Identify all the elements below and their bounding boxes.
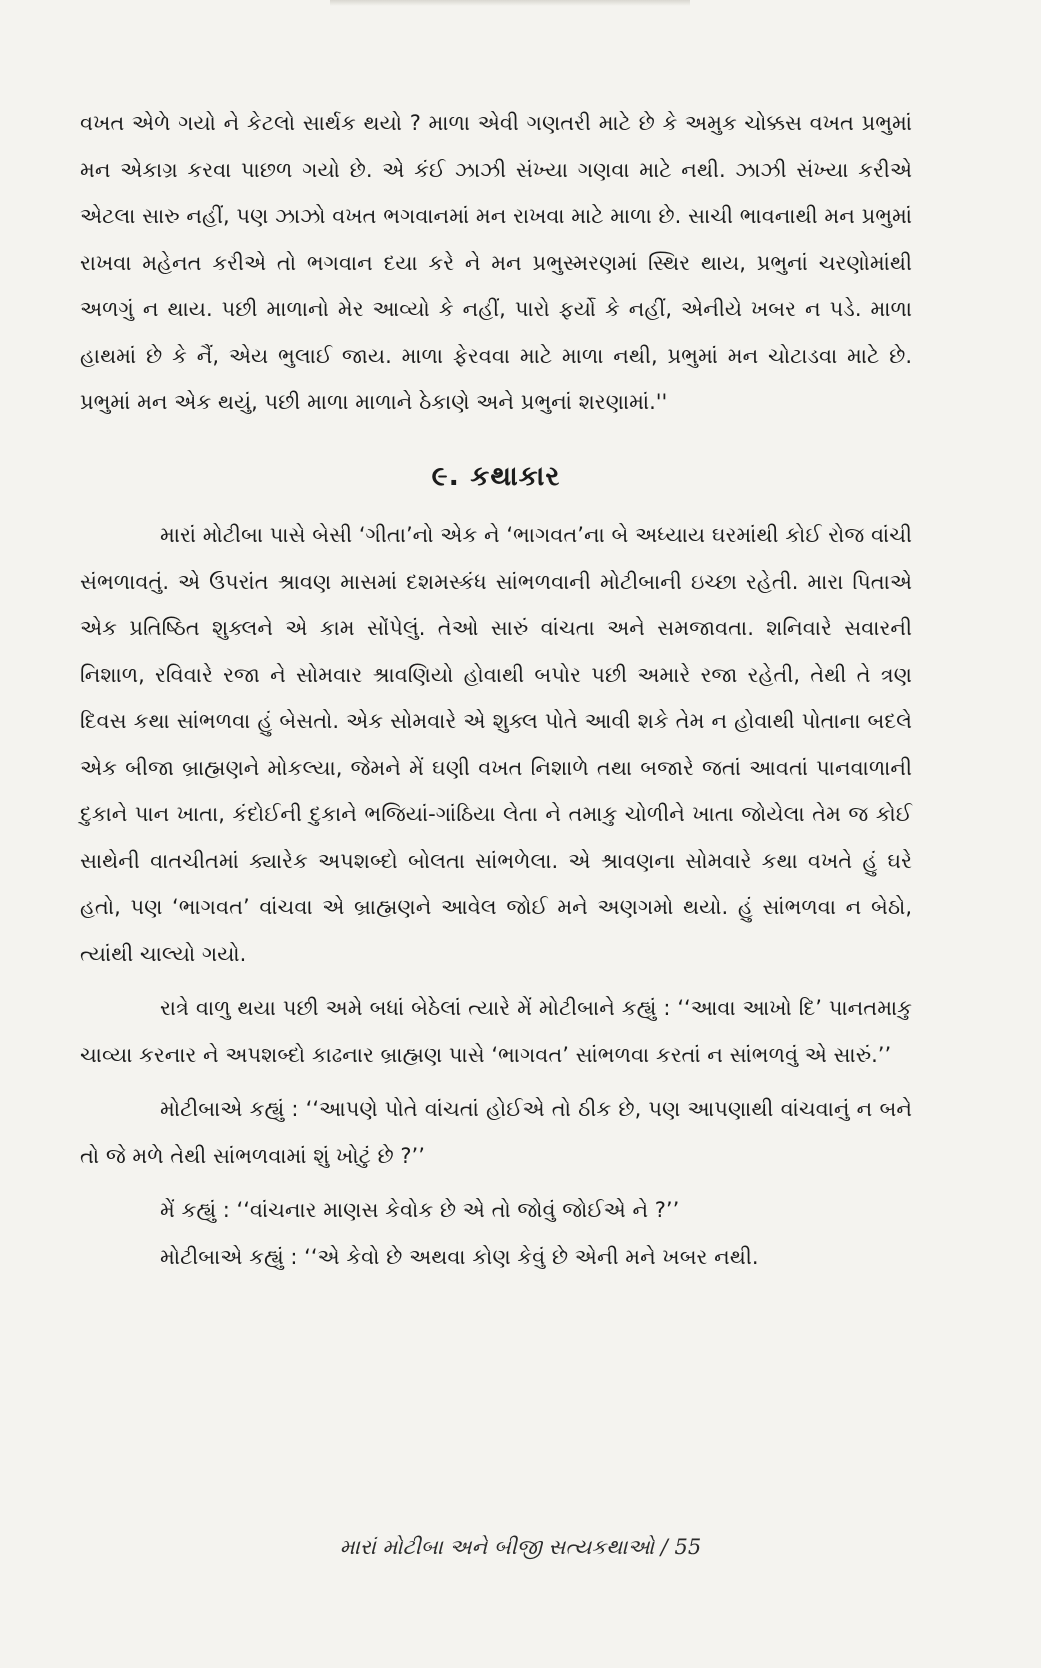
paragraph-4: મોટીબાએ કહ્યું : ‘‘આપણે પોતે વાંચતાં હોઈએ તો ઠીક છે, પણ આપણાથી વાંચવાનું ન બને તો જે મળે તેથી સાંભળવામાં શું ખોટું છે ?’’ bbox=[80, 1097, 912, 1168]
paragraph-6: મોટીબાએ કહ્યું : ‘‘એ કેવો છે અથવા કોણ કેવું છે એની મને ખબર નથી. bbox=[160, 1244, 759, 1269]
paragraph-5: મેં કહ્યું : ‘‘વાંચનાર માણસ કેવોક છે એ તો જોવું જોઈએ ને ?’’ bbox=[160, 1198, 680, 1222]
paragraph-3: રાત્રે વાળુ થયા પછી અમે બધાં બેઠેલાં ત્યારે મેં મોટીબાને કહ્યું : ‘‘આવા આખો દિ’ પાનતમાકુ ચાવ્યા કરનાર ને અપશબ્દો કાઢનાર બ્રાહ્મણ પાસે ‘ભાગવત’ સાંભળવા કરતાં ન સાંભળવું એ સારું.’’ bbox=[80, 996, 912, 1067]
paragraph-1: વખત એળે ગયો ને કેટલો સાર્થક થયો ? માળા એવી ગણતરી માટે છે કે અમુક ચોક્કસ વખત પ્રભુમાં મન એકાગ્ર કરવા પાછળ ગયો છે. એ કંઈ ઝાઝી સંખ્યા ગણવા માટે નથી. ઝાઝી સંખ્યા કરીએ એટલા સારુ નહીં, પણ ઝાઝો વખત ભગવાનમાં મન રાખવા માટે માળા છે. સાચી ભાવનાથી મન પ્રભુમાં રાખવા મહેનત કરીએ તો ભગવાન દયા કરે ને મન પ્રભુસ્મરણમાં સ્થિર થાય, પ્રભુનાં ચરણોમાંથી અળગું ન થાય. પછી માળાનો મેર આવ્યો કે નહીં, પારો ફર્યો કે નહીં, એનીયે ખબર ન પડે. માળા હાથમાં છે કે નૈં, એય ભુલાઈ જાય. માળા ફેરવવા માટે માળા નથી, પ્રભુમાં મન ચોટાડવા માટે છે. પ્રભુમાં મન એક થયું, પછી માળા માળાને ઠેકાણે અને પ્રભુનાં શરણામાં.'' bbox=[80, 111, 912, 414]
page-body bbox=[80, 100, 912, 1280]
page-top-edge bbox=[330, 0, 690, 6]
page-footer: મારાં મોટીબા અને બીજી સત્યકથાઓ / 55 bbox=[339, 1535, 702, 1559]
paragraph-2: મારાં મોટીબા પાસે બેસી ‘ગીતા’નો એક ને ‘ભાગવત’ના બે અધ્યાય ઘરમાંથી કોઈ રોજ વાંચી સંભળાવતું. એ ઉપરાંત શ્રાવણ માસમાં દશમસ્કંધ સાંભળવાની મોટીબાની ઇચ્છા રહેતી. મારા પિતાએ એક પ્રતિષ્ઠિત શુક્લને એ કામ સોંપેલું. તેઓ સારું વાંચતા અને સમજાવતા. શનિવારે સવારની નિશાળ, રવિવારે રજા ને સોમવાર શ્રાવણિયો હોવાથી બપોર પછી અમારે રજા રહેતી, તેથી તે ત્રણ દિવસ કથા સાંભળવા હું બેસતો. એક સોમવારે એ શુક્લ પોતે આવી શકે તેમ ન હોવાથી પોતાના બદલે એક બીજા બ્રાહ્મણને મોકલ્યા, જેમને મેં ઘણી વખત નિશાળે તથા બજારે જતાં આવતાં પાનવાળાની દુકાને પાન ખાતા, કંદોઈની દુકાને ભજિયાં-ગાંઠિયા લેતા ને તમાકુ ચોળીને ખાતા જોયેલા તેમ જ કોઈ સાથેની વાતચીતમાં ક્યારેક અપશબ્દો બોલતા સાંભળેલા. એ શ્રાવણના સોમવારે કથા વખતે હું ઘરે હતો, પણ ‘ભાગવત’ વાંચવા એ બ્રાહ્મણને આવેલ જોઈ મને અણગમો થયો. હું સાંભળવા ન બેઠો, ત્યાંથી ચાલ્યો ગયો. bbox=[80, 523, 912, 966]
chapter-heading: ૯. કથાકાર bbox=[431, 460, 561, 492]
